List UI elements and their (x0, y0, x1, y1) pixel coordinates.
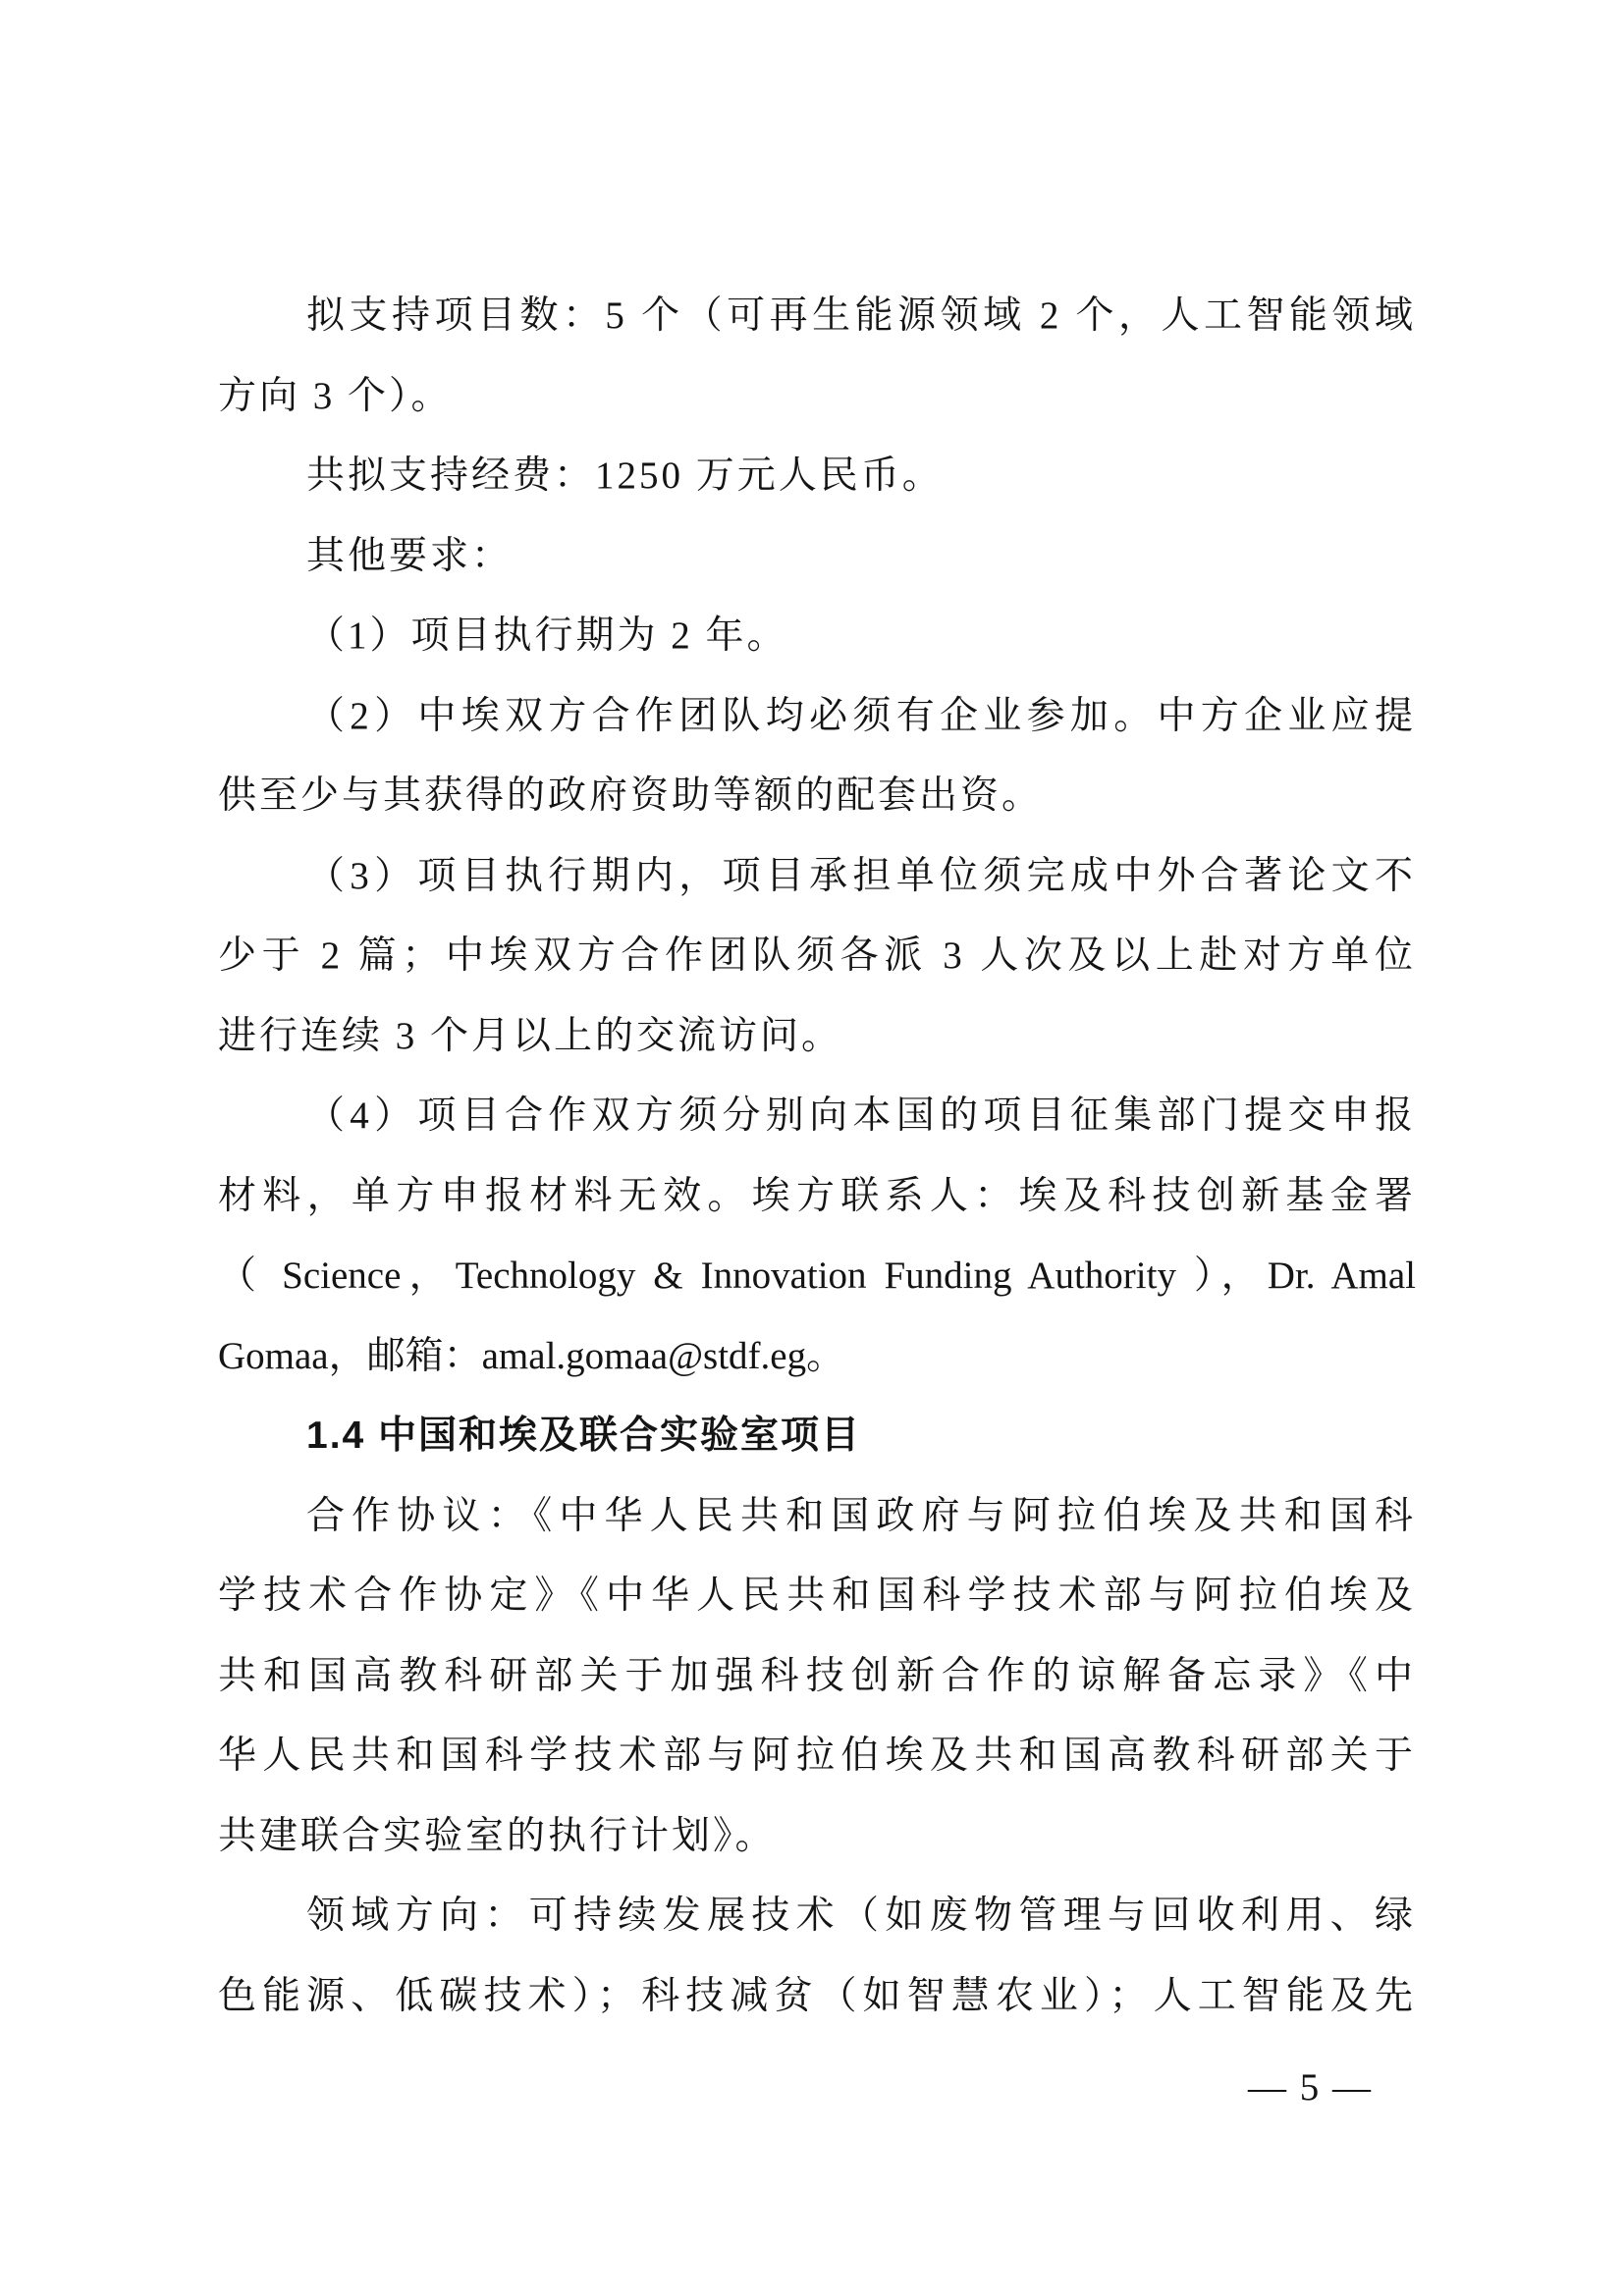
text-line: 合作协议：《中华人民共和国政府与阿拉伯埃及共和国科 (306, 1494, 1416, 1537)
text-line: （ Science，Technology & Innovation Funding Authority ），Dr. Amal (218, 1255, 1416, 1297)
text-line: 学技术合作协定》《中华人民共和国科学技术部与阿拉伯埃及 (218, 1575, 1416, 1617)
text-line: （2）中埃双方合作团队均必须有企业参加。中方企业应提 (306, 694, 1416, 737)
text-line: （3）项目执行期内，项目承担单位须完成中外合著论文不 (306, 854, 1416, 897)
text-line: 共和国高教科研部关于加强科技创新合作的谅解备忘录》《中 (218, 1654, 1416, 1697)
body-text (218, 276, 1416, 2036)
text-line: 共拟支持经费：1250 万元人民币。 (306, 454, 944, 497)
text-line: Gomaa，邮箱：amal.gomaa@stdf.eg。 (218, 1334, 845, 1377)
page-number: — 5 — (1248, 2066, 1373, 2109)
text-line: 领域方向：可持续发展技术（如废物管理与回收利用、绿 (306, 1895, 1416, 1937)
section-heading: 1.4 中国和埃及联合实验室项目 (306, 1415, 862, 1457)
text-line: 方向 3 个）。 (218, 374, 453, 417)
text-line: 色能源、低碳技术）；科技减贫（如智慧农业）；人工智能及先 (218, 1974, 1416, 2017)
text-line: 进行连续 3 个月以上的交流访问。 (218, 1014, 843, 1057)
text-line: 华人民共和国科学技术部与阿拉伯埃及共和国高教科研部关于 (218, 1735, 1416, 1777)
text-line: 共建联合实验室的执行计划》。 (218, 1814, 777, 1857)
text-line: 材料，单方申报材料无效。埃方联系人：埃及科技创新基金署 (218, 1174, 1416, 1217)
text-line: 少于 2 篇；中埃双方合作团队须各派 3 人次及以上赴对方单位 (218, 934, 1416, 977)
text-line: （4）项目合作双方须分别向本国的项目征集部门提交申报 (306, 1095, 1416, 1137)
text-line: 其他要求： (306, 534, 514, 577)
text-line: 供至少与其获得的政府资助等额的配套出资。 (218, 774, 1044, 817)
text-line: （1）项目执行期为 2 年。 (306, 614, 788, 657)
text-line: 拟支持项目数：5 个（可再生能源领域 2 个，人工智能领域 (306, 294, 1416, 337)
